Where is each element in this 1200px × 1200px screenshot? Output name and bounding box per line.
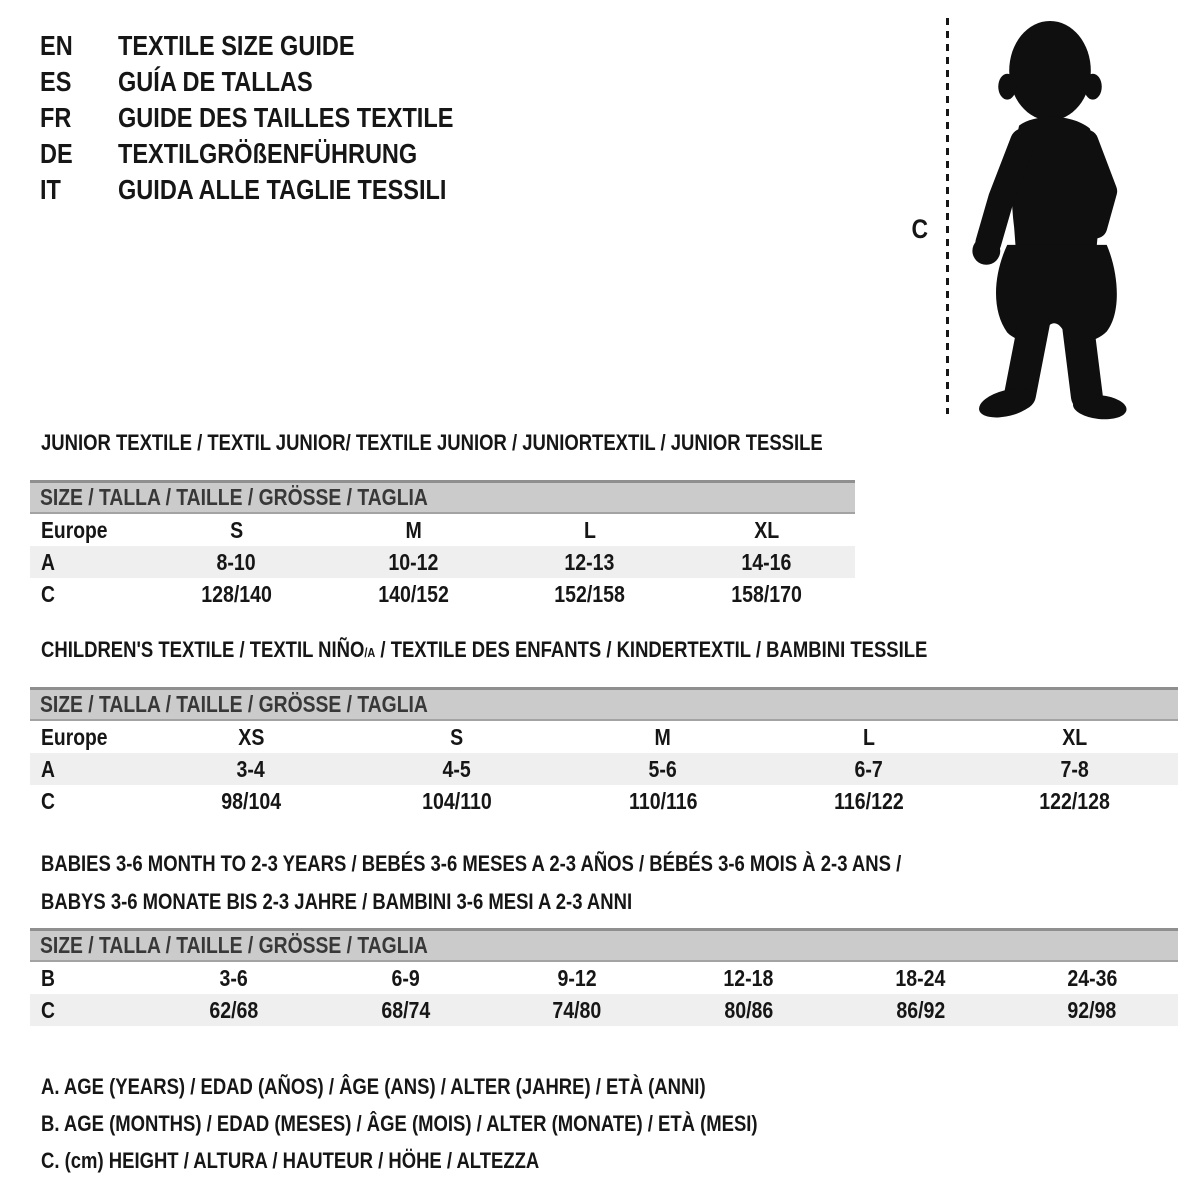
size-value: 98/104 xyxy=(221,788,281,814)
size-value: L xyxy=(583,517,596,543)
size-value: 24-36 xyxy=(1067,965,1118,991)
size-value: XS xyxy=(237,724,265,750)
language-code: DE xyxy=(40,138,73,169)
language-title-list xyxy=(40,28,517,208)
row-label: C xyxy=(41,581,55,607)
size-value: 86/92 xyxy=(896,997,945,1023)
size-value: 4-5 xyxy=(442,756,472,782)
size-value: XL xyxy=(754,517,780,543)
row-label: B xyxy=(41,965,55,991)
table-row xyxy=(30,721,1178,753)
size-value: M xyxy=(654,724,672,750)
size-value: 74/80 xyxy=(552,997,602,1023)
row-label: A xyxy=(41,549,55,575)
table-row xyxy=(30,514,855,546)
size-value: M xyxy=(404,517,422,543)
size-value: 3-4 xyxy=(236,756,266,782)
size-value: 80/86 xyxy=(724,997,774,1023)
height-measure-line xyxy=(946,18,949,414)
size-value: L xyxy=(863,724,875,750)
language-row xyxy=(40,136,517,172)
children-size-table xyxy=(30,687,1178,817)
size-value: S xyxy=(229,517,243,543)
language-guide-title: TEXTILGRÖßENFÜHRUNG xyxy=(118,138,418,169)
babies-size-table xyxy=(30,928,1178,1026)
size-header-bar: SIZE / TALLA / TAILLE / GRÖSSE / TAGLIA xyxy=(30,480,855,514)
language-row xyxy=(40,64,517,100)
table-row xyxy=(30,785,1178,817)
size-value: 6-9 xyxy=(391,965,420,991)
measure-legend xyxy=(41,1068,894,1179)
row-label: C xyxy=(41,997,55,1023)
toddler-silhouette-icon xyxy=(957,14,1147,422)
size-value: 152/158 xyxy=(554,581,626,607)
legend-height-cm: C. (cm) HEIGHT / ALTURA / HAUTEUR / HÖHE / ALTEZZA xyxy=(41,1148,540,1173)
size-value: 10-12 xyxy=(388,549,439,575)
size-value: S xyxy=(450,724,464,750)
language-guide-title: TEXTILE SIZE GUIDE xyxy=(118,30,355,61)
size-value: 3-6 xyxy=(219,965,248,991)
language-code: ES xyxy=(40,66,72,97)
children-title-suffix: /A xyxy=(364,645,376,660)
size-header-bar: SIZE / TALLA / TAILLE / GRÖSSE / TAGLIA xyxy=(30,928,1178,962)
legend-age-years: A. AGE (YEARS) / EDAD (AÑOS) / ÂGE (ANS) / ALTER (JAHRE) / ETÀ (ANNI) xyxy=(41,1074,706,1099)
row-label: A xyxy=(41,756,55,782)
language-row xyxy=(40,28,517,64)
size-value: 128/140 xyxy=(201,581,272,607)
size-value: 62/68 xyxy=(209,997,259,1023)
size-value: 9-12 xyxy=(557,965,597,991)
size-value: 104/110 xyxy=(422,788,492,814)
table-row xyxy=(30,994,1178,1026)
size-value: 122/128 xyxy=(1039,788,1111,814)
size-value: 68/74 xyxy=(381,997,430,1023)
language-guide-title: GUÍA DE TALLAS xyxy=(118,66,313,97)
size-value: 14-16 xyxy=(741,549,792,575)
language-row xyxy=(40,172,517,208)
row-label: Europe xyxy=(41,724,108,750)
row-label: Europe xyxy=(41,517,108,543)
size-value: 158/170 xyxy=(731,581,802,607)
language-code: IT xyxy=(40,174,61,205)
height-measure-label: C xyxy=(911,214,929,244)
size-value: 7-8 xyxy=(1060,756,1090,782)
size-value: 6-7 xyxy=(854,756,884,782)
measurement-figure xyxy=(957,14,1147,422)
junior-section-title: JUNIOR TEXTILE / TEXTIL JUNIOR/ TEXTILE JUNIOR / JUNIORTEXTIL / JUNIOR TESSILE xyxy=(41,430,823,455)
table-row xyxy=(30,753,1178,785)
size-value: 140/152 xyxy=(377,581,449,607)
size-value: 12-18 xyxy=(723,965,774,991)
language-guide-title: GUIDA ALLE TAGLIE TESSILI xyxy=(118,174,447,205)
table-row xyxy=(30,578,855,610)
table-row xyxy=(30,546,855,578)
language-guide-title: GUIDE DES TAILLES TEXTILE xyxy=(118,102,454,133)
children-section-title: CHILDREN'S TEXTILE / TEXTIL NIÑO/A / TEXTILE DES ENFANTS / KINDERTEXTIL / BAMBINI TESSILE xyxy=(41,637,928,662)
size-value: XL xyxy=(1062,724,1088,750)
language-code: EN xyxy=(40,30,73,61)
size-value: 8-10 xyxy=(216,549,256,575)
table-row xyxy=(30,962,1178,994)
language-row xyxy=(40,100,517,136)
size-value: 5-6 xyxy=(648,756,678,782)
size-value: 116/122 xyxy=(834,788,904,814)
legend-age-months: B. AGE (MONTHS) / EDAD (MESES) / ÂGE (MOIS) / ALTER (MONATE) / ETÀ (MESI) xyxy=(41,1111,758,1136)
size-value: 18-24 xyxy=(895,965,946,991)
size-value: 12-13 xyxy=(564,549,615,575)
size-value: 110/116 xyxy=(628,788,698,814)
language-code: FR xyxy=(40,102,72,133)
size-value: 92/98 xyxy=(1067,997,1117,1023)
size-header-bar: SIZE / TALLA / TAILLE / GRÖSSE / TAGLIA xyxy=(30,687,1178,721)
row-label: C xyxy=(41,788,55,814)
babies-section-title: BABIES 3-6 MONTH TO 2-3 YEARS / BEBÉS 3-6 MESES A 2-3 AÑOS / BÉBÉS 3-6 MOIS À 2-3 ANS / BABYS 3-6 MONATE BIS 2-3 JAHRE / BAMBINI 3-6 MESI A 2-3 ANNI xyxy=(41,851,902,914)
junior-size-table xyxy=(30,480,855,610)
